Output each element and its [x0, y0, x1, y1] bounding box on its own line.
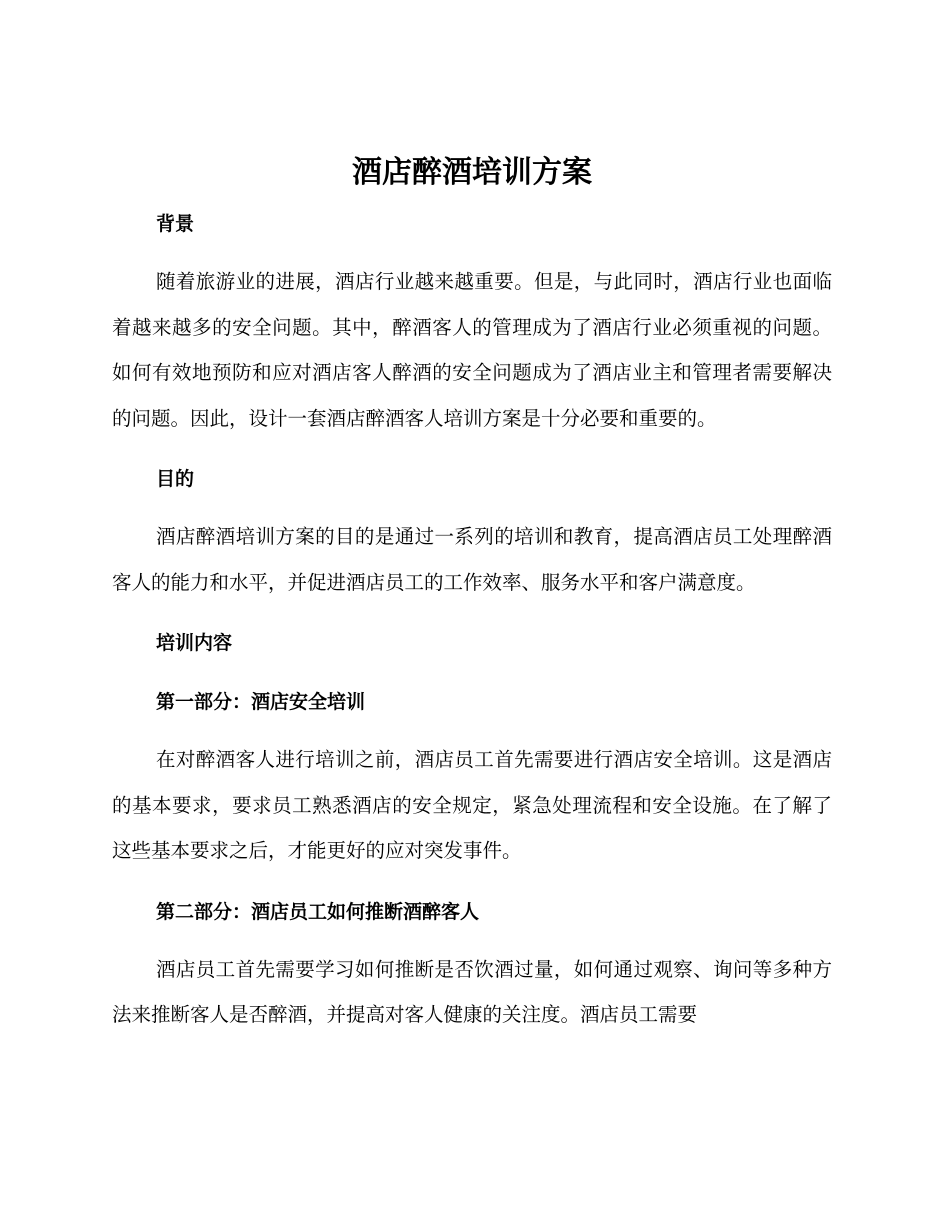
section-heading-background: 背景	[156, 213, 195, 235]
section-heading-part-two: 第二部分：酒店员工如何推断酒醉客人	[156, 900, 480, 923]
section-paragraph-part-one: 在对醉酒客人进行培训之前，酒店员工首先需要进行酒店安全培训。这是酒店的基本要求，要求员工熟悉酒店的安全规定，紧急处理流程和安全设施。在了解了这些基本要求之后，才能更好的应对突发事件。	[112, 748, 832, 862]
section-heading-purpose: 目的	[156, 468, 195, 490]
section-paragraph-purpose: 酒店醉酒培训方案的目的是通过一系列的培训和教育，提高酒店员工处理醉酒客人的能力和水平，并促进酒店员工的工作效率、服务水平和客户满意度。	[112, 525, 832, 594]
section-paragraph-part-two: 酒店员工首先需要学习如何推断是否饮酒过量，如何通过观察、询问等多种方法来推断客人是否醉酒，并提高对客人健康的关注度。酒店员工需要	[112, 957, 832, 1026]
section-heading-training-content: 培训内容	[156, 632, 233, 654]
document-body	[112, 150, 832, 1038]
section-heading-part-one: 第一部分：酒店安全培训	[156, 691, 366, 713]
section-paragraph-background: 随着旅游业的进展，酒店行业越来越重要。但是，与此同时，酒店行业也面临着越来越多的安全问题。其中，醉酒客人的管理成为了酒店行业必须重视的问题。如何有效地预防和应对酒店客人醉酒的安全问题成为了酒店业主和管理者需要解决的问题。因此，设计一套酒店醉酒客人培训方案是十分必要和重要的。	[112, 270, 832, 430]
document-title: 酒店醉酒培训方案	[352, 155, 592, 190]
